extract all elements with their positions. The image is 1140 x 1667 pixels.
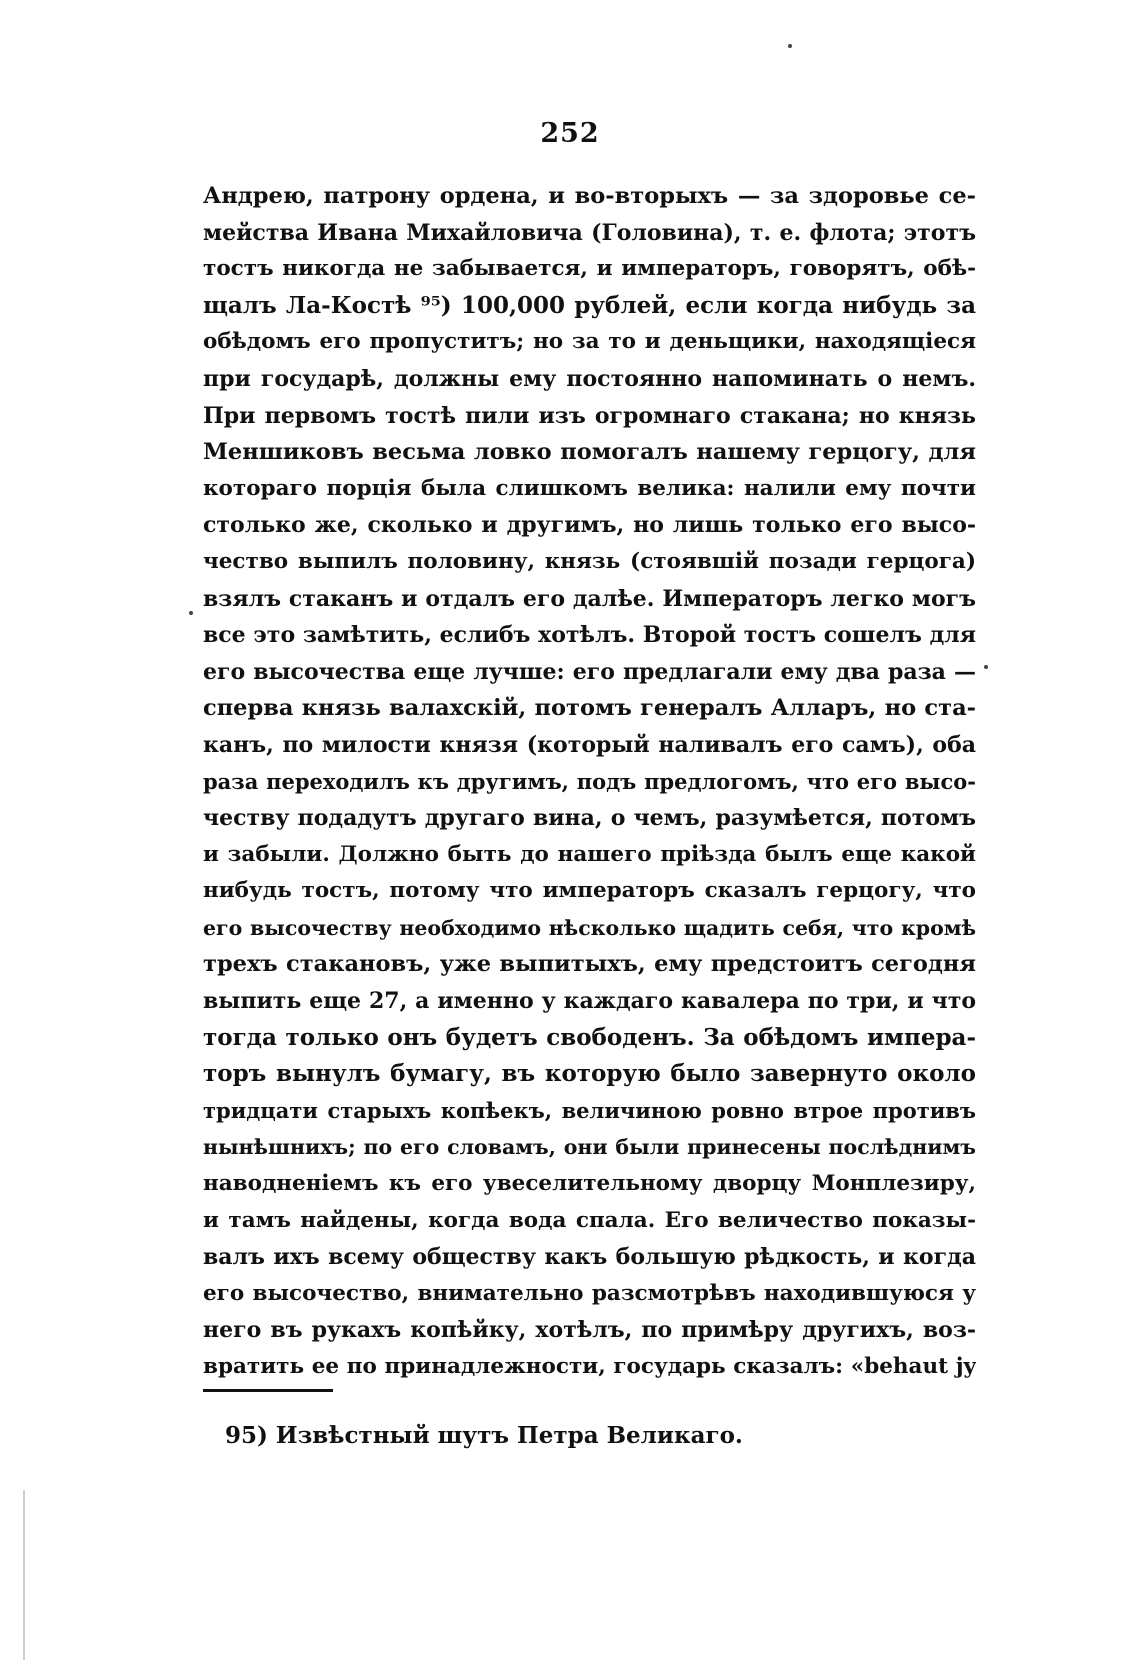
text-line: честву подадутъ другаго вина, о чемъ, разумѣется, потомъ [203,805,976,832]
text-line: котораго порція была слишкомъ велика: налили ему почти [203,475,976,501]
scan-speck [788,44,792,48]
text-line: и забыли. Должно быть до нашего пріѣзда былъ еще какой [203,841,976,867]
text-line: При первомъ тостѣ пили изъ огромнаго стакана; но князь [203,402,976,429]
text-line: все это замѣтить, еслибъ хотѣлъ. Второй тостъ сошелъ для [203,622,976,649]
text-line: тогда только онъ будетъ свободенъ. За обѣдомъ импера- [203,1023,976,1051]
text-line: валъ ихъ всему обществу какъ большую рѣдкость, и когда [203,1244,976,1271]
text-line: торъ вынулъ бумагу, въ которую было завернуто около [203,1060,976,1088]
scan-speck [984,665,988,669]
text-line: его высочеству необходимо нѣсколько щадить себя, что кромѣ [203,915,976,940]
text-line: тридцати старыхъ копѣекъ, величиною ровно втрое противъ [203,1097,976,1123]
text-line: сперва князь валахскій, потомъ генералъ Алларъ, но ста- [203,695,976,722]
footnote: 95) Извѣстный шутъ Петра Великаго. [225,1422,743,1449]
text-line: Андрею, патрону ордена, и во-вторыхъ — за здоровье се- [203,183,976,209]
text-line: щалъ Ла-Костѣ ⁹⁵) 100,000 рублей, если когда нибудь за [203,291,976,319]
text-line: трехъ стакановъ, уже выпитыхъ, ему предстоитъ сегодня [203,951,976,978]
text-line: мейства Ивана Михайловича (Головина), т. е. флота; этотъ [203,219,976,246]
text-line: него въ рукахъ копѣйку, хотѣлъ, по примѣру другихъ, воз- [203,1317,976,1344]
text-line: нибудь тостъ, потому что императоръ сказалъ герцогу, что [203,878,976,904]
text-line: взялъ стаканъ и отдалъ его далѣе. Императоръ легко могъ [203,585,976,612]
page-number: 252 [540,118,600,149]
text-line: обѣдомъ его пропуститъ; но за то и деньщики, находящіеся [203,329,976,355]
text-line: выпить еще 27, а именно у каждаго кавалера по три, и что [203,988,976,1015]
footnote-rule [203,1389,333,1392]
text-line: нынѣшнихъ; по его словамъ, они были принесены послѣднимъ [203,1135,976,1160]
text-line: раза переходилъ къ другимъ, подъ предлогомъ, что его высо- [203,768,976,794]
text-line: его высочества еще лучше: его предлагали ему два раза — [203,658,976,685]
scan-speck [189,611,193,615]
text-line: Меншиковъ весьма ловко помогалъ нашему герцогу, для [203,439,976,466]
text-line: чество выпилъ половину, князь (стоявшій позади герцога) [203,548,976,574]
text-line: наводненіемъ къ его увеселительному дворцу Монплезиру, [203,1171,976,1197]
scan-edge-mark [23,1490,25,1660]
text-line: вратить ее по принадлежности, государь сказалъ: «behaut jy [203,1354,976,1379]
text-line: канъ, по милости князя (который наливалъ его самъ), оба [203,731,976,758]
text-line: столько же, сколько и другимъ, но лишь только его высо- [203,512,976,539]
text-line: его высочество, внимательно разсмотрѣвъ находившуюся у [203,1280,976,1306]
body-text [203,178,976,1386]
text-line: при государѣ, должны ему постоянно напоминать о немъ. [203,365,976,392]
text-line: тостъ никогда не забывается, и императоръ, говорятъ, обѣ- [203,256,976,282]
text-line: и тамъ найдены, когда вода спала. Его величество показы- [203,1207,976,1233]
